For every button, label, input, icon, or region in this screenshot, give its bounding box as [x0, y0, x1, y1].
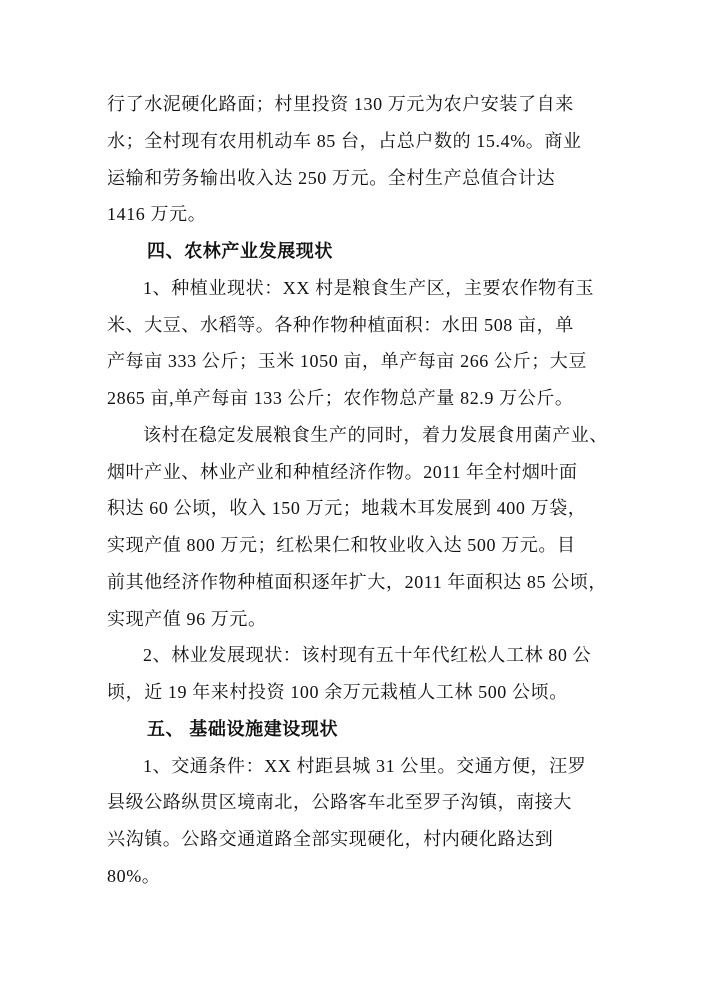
- text-line: 行了水泥硬化路面；村里投资 130 万元为农户安装了自来: [107, 94, 574, 114]
- text-line: 该村在稳定发展粮食生产的同时，着力发展食用菌产业、: [143, 424, 608, 445]
- text-line: 80%。: [107, 865, 161, 886]
- section-heading-agriculture-forestry: 四、农林产业发展现状: [147, 241, 333, 261]
- paragraph-planting: [0, 270, 703, 417]
- text-line: 产每亩 333 公斤；玉米 1050 亩，单产每亩 266 公斤；大豆: [107, 351, 587, 372]
- paragraph-village-overview: [0, 86, 703, 233]
- text-line: 2、林业发展现状：该村现有五十年代红松人工林 80 公: [143, 645, 592, 666]
- text-line: 兴沟镇。公路交通道路全部实现硬化，村内硬化路达到: [107, 829, 554, 849]
- section-infrastructure: [0, 711, 703, 895]
- text-line: 1416 万元。: [107, 204, 207, 225]
- paragraph-transportation: [0, 748, 703, 895]
- section-agriculture-forestry: [0, 233, 703, 711]
- paragraph-economic-crops: [0, 417, 703, 638]
- text-line: 烟叶产业、林业产业和种植经济作物。2011 年全村烟叶面: [107, 461, 578, 482]
- text-line: 实现产值 96 万元。: [107, 608, 267, 629]
- text-line: 积达 60 公顷，收入 150 万元；地栽木耳发展到 400 万袋，: [107, 498, 587, 519]
- text-line: 1、种植业现状：XX 村是粮食生产区，主要农作物有玉: [143, 277, 595, 298]
- text-line: 水；全村现有农用机动车 85 台，占总户数的 15.4%。商业: [107, 130, 582, 151]
- text-line: 运输和劳务输出收入达 250 万元。全村生产总值合计达: [107, 167, 556, 188]
- text-line: 县级公路纵贯区境南北，公路客车北至罗子沟镇，南接大: [107, 792, 572, 813]
- text-line: 前其他经济作物种植面积逐年扩大，2011 年面积达 85 公顷，: [107, 571, 608, 592]
- text-line: 实现产值 800 万元；红松果仁和牧业收入达 500 万元。目: [107, 535, 576, 555]
- section-heading-infrastructure: 五、 基础设施建设现状: [147, 718, 339, 739]
- text-line: 米、大豆、水稻等。各种作物种植面积：水田 508 亩，单: [107, 314, 574, 335]
- text-line: 2865 亩,单产每亩 133 公斤；农作物总产量 82.9 万公斤。: [107, 388, 574, 408]
- paragraph-forestry: [0, 637, 703, 711]
- text-line: 顷，近 19 年来村投资 100 余万元栽植人工林 500 公顷。: [107, 682, 568, 702]
- document-page: [0, 86, 703, 895]
- text-line: 1、交通条件：XX 村距县城 31 公里。交通方便，汪罗: [143, 755, 587, 776]
